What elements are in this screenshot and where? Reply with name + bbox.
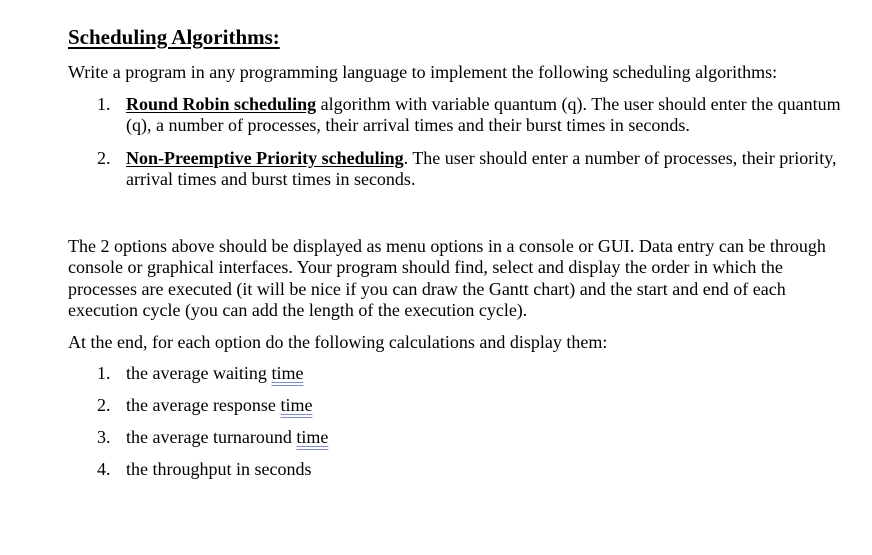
- algorithm-list: [68, 94, 843, 191]
- algorithm-description: algorithm with variable quantum (q). The user should enter the quantum (q), a number of processes, their arrival times and their burst times in seconds.: [126, 93, 841, 135]
- menu-paragraph: The 2 options above should be displayed as menu options in a console or GUI. Data entry can be through console or graphical interfaces. Your program should find, select and display the order in which the processes are executed (it will be nice if you can draw the Gantt chart) and the start and end of each execution cycle (you can add the length of the execution cycle).: [68, 235, 826, 320]
- algorithm-description: . The user should enter a number of processes, their priority, arrival times and burst times in seconds.: [126, 147, 837, 189]
- spellcheck-flagged-word[interactable]: time: [280, 395, 313, 415]
- list-item-number: 1.: [97, 363, 111, 383]
- blank-line: [68, 202, 843, 236]
- calculations-paragraph: At the end, for each option do the following calculations and display them:: [68, 331, 608, 352]
- calculation-text: the average response: [126, 395, 281, 415]
- intro-paragraph: Write a program in any programming language to implement the following scheduling algorithms:: [68, 62, 778, 82]
- calculation-text: the average turnaround: [126, 427, 297, 447]
- list-item: [68, 94, 843, 137]
- list-item-number: 1.: [97, 93, 111, 114]
- spellcheck-flagged-word[interactable]: time: [271, 363, 304, 383]
- algorithm-title-priority: Non-Preemptive Priority scheduling: [126, 147, 404, 168]
- calculation-text: the average waiting: [126, 363, 272, 383]
- list-item-number: 2.: [97, 395, 111, 415]
- document-page: [68, 24, 843, 491]
- list-item: [68, 427, 843, 449]
- list-item-number: 3.: [97, 427, 111, 447]
- list-item-number: 4.: [97, 459, 111, 479]
- document-heading: Scheduling Algorithms:: [68, 25, 280, 49]
- list-item: [68, 395, 843, 417]
- spellcheck-flagged-word[interactable]: time: [296, 427, 329, 447]
- list-item-number: 2.: [97, 147, 111, 168]
- calculations-list: [68, 363, 843, 481]
- list-item: [68, 459, 843, 481]
- list-item: [68, 148, 843, 191]
- calculation-text: the throughput in seconds: [126, 459, 312, 479]
- algorithm-title-round-robin: Round Robin scheduling: [126, 93, 317, 114]
- list-item: [68, 363, 843, 385]
